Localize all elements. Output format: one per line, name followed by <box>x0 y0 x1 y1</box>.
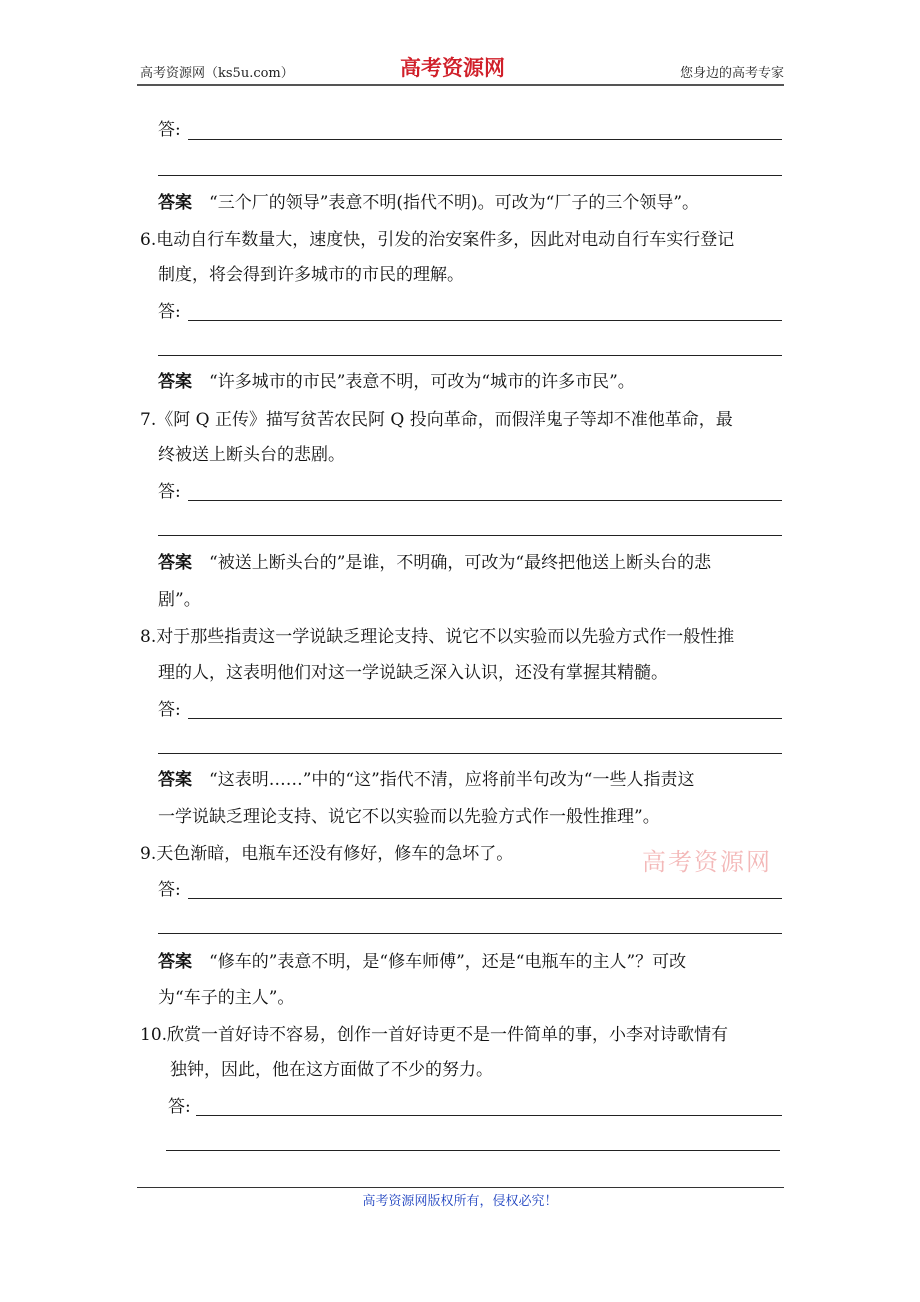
answer-line[interactable] <box>188 500 782 501</box>
answer-line[interactable] <box>188 139 782 140</box>
answer-prompt: 答: <box>158 302 181 322</box>
answer-prompt: 答: <box>158 700 181 720</box>
answer-label: 答案 <box>158 553 192 573</box>
answer-line[interactable] <box>188 718 782 719</box>
answer-text-cont: 剧”。 <box>158 590 201 610</box>
answer-text: “许多城市的市民”表意不明，可改为“城市的许多市民”。 <box>209 372 635 392</box>
header-rule <box>137 84 784 86</box>
question-10: 10.欣赏一首好诗不容易，创作一首好诗更不是一件简单的事，小李对诗歌情有 <box>140 1025 729 1045</box>
answer-line[interactable] <box>188 898 782 899</box>
header-site-name: 高考资源网（ks5u.com） <box>140 66 294 81</box>
answer-label: 答案 <box>158 952 192 972</box>
answer-prompt: 答: <box>158 482 181 502</box>
answer-text-cont: 为“车子的主人”。 <box>158 988 295 1008</box>
answer-prompt: 答: <box>158 880 181 900</box>
question-6-cont: 制度，将会得到许多城市的市民的理解。 <box>158 265 464 285</box>
answer-line[interactable] <box>158 753 782 754</box>
answer-line[interactable] <box>158 933 782 934</box>
answer-prompt: 答: <box>168 1097 191 1117</box>
footer-rule <box>137 1187 784 1188</box>
question-8: 8.对于那些指责这一学说缺乏理论支持、说它不以实验而以先验方式作一般性推 <box>140 627 735 647</box>
question-9: 9.天色渐暗，电瓶车还没有修好，修车的急坏了。 <box>140 844 514 864</box>
answer-line[interactable] <box>196 1115 782 1116</box>
answer-text: “三个厂的领导”表意不明(指代不明)。可改为“厂子的三个领导”。 <box>209 193 700 213</box>
header-logo: 高考资源网 <box>400 55 505 80</box>
answer-text-cont: 一学说缺乏理论支持、说它不以实验而以先验方式作一般性推理”。 <box>158 807 660 827</box>
answer-line[interactable] <box>188 320 782 321</box>
answer-label: 答案 <box>158 770 192 790</box>
question-7-cont: 终被送上断头台的悲剧。 <box>158 445 345 465</box>
answer-line[interactable] <box>166 1150 780 1151</box>
question-6: 6.电动自行车数量大，速度快，引发的治安案件多，因此对电动自行车实行登记 <box>140 230 735 250</box>
watermark: 高考资源网 <box>642 848 772 876</box>
answer-line[interactable] <box>158 535 782 536</box>
answer-line[interactable] <box>158 175 782 176</box>
answer-prompt: 答: <box>158 120 181 140</box>
question-7: 7.《阿 Q 正传》描写贫苦农民阿 Q 投向革命，而假洋鬼子等却不准他革命，最 <box>140 410 733 430</box>
question-8-cont: 理的人，这表明他们对这一学说缺乏深入认识，还没有掌握其精髓。 <box>158 663 668 683</box>
answer-line[interactable] <box>158 355 782 356</box>
header-tagline: 您身边的高考专家 <box>679 66 784 81</box>
answer-text: “这表明……”中的“这”指代不清，应将前半句改为“一些人指责这 <box>209 770 695 790</box>
answer-text: “被送上断头台的”是谁，不明确，可改为“最终把他送上断头台的悲 <box>209 553 712 573</box>
answer-label: 答案 <box>158 372 192 392</box>
answer-label: 答案 <box>158 193 192 213</box>
footer-copyright: 高考资源网版权所有，侵权必究！ <box>362 1194 558 1209</box>
question-10-cont: 独钟，因此，他在这方面做了不少的努力。 <box>170 1060 493 1080</box>
answer-text: “修车的”表意不明，是“修车师傅”，还是“电瓶车的主人”？可改 <box>209 952 687 972</box>
